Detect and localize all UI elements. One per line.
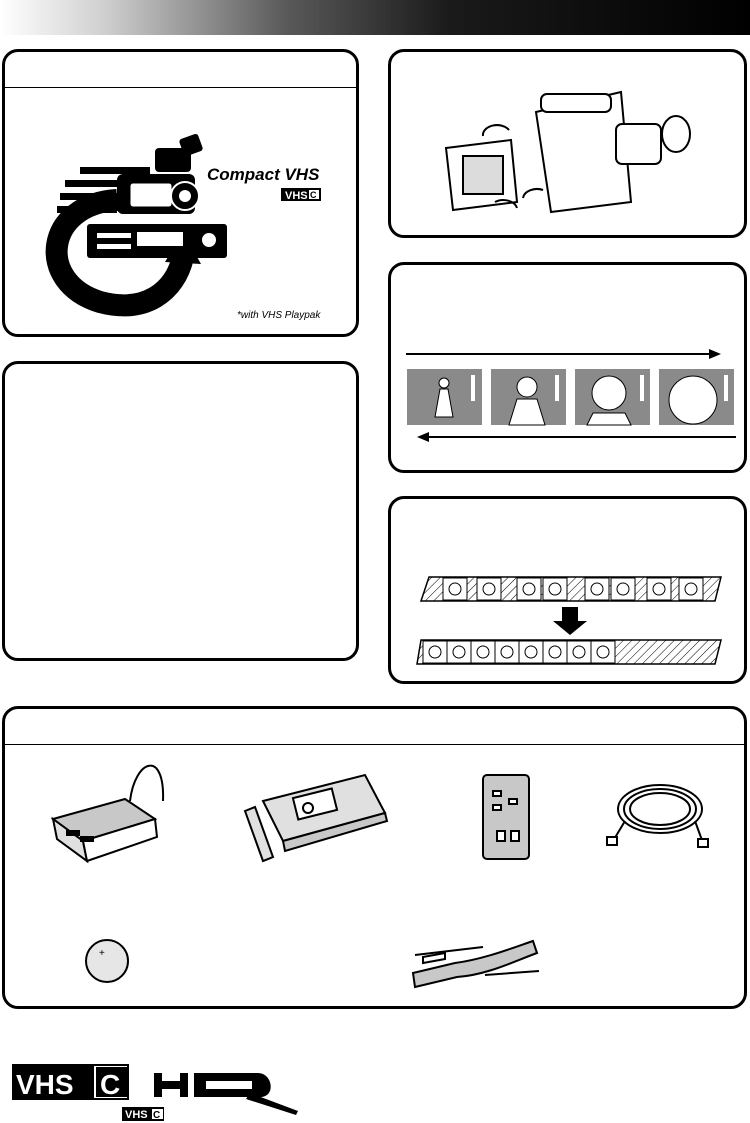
cassette-adapter-illustration [245,775,387,861]
lithium-battery-illustration [86,940,128,982]
svg-text:+: + [99,948,105,959]
accessories-panel [2,706,747,1009]
panel-title-rule [5,87,356,88]
camcorder-lcd-illustration [391,52,744,235]
hq-logo [154,1073,298,1115]
rotate-arrow-side [523,189,543,198]
footer-logos [12,1059,302,1123]
shoulder-strap-illustration [413,941,539,987]
compact-vhs-logo: Compact VHS [207,165,320,184]
ac-adapter-illustration [53,766,163,861]
lcd-screen [463,156,503,194]
svg-text:VHS: VHS [125,1109,148,1121]
viewfinder [616,124,661,164]
vcr-illustration [87,224,227,258]
playpak-footnote: *with VHS Playpak [237,310,321,321]
eyecup [662,116,690,152]
svg-text:C: C [100,1069,121,1100]
accessories-title-rule [5,744,744,745]
vhsc-badge [281,188,321,202]
zoom-frame-2 [491,369,566,425]
text-panel [2,361,359,661]
zoom-frame-3 [575,369,650,425]
header-gradient-bar [0,0,750,35]
lcd-monitor-panel [388,49,747,238]
tape-strip-bottom [417,640,721,664]
camcorder-top [541,94,611,112]
svg-text:VHS: VHS [16,1069,74,1100]
compact-vhs-panel [2,49,359,337]
zoom-out-arrow [417,432,736,442]
svg-text:VHS: VHS [285,190,308,202]
down-arrow [553,607,587,635]
svg-text:C: C [153,1110,161,1121]
vhsc-logo-large [12,1065,128,1100]
tape-panel [388,496,747,684]
vhsc-logo-small [122,1107,164,1121]
battery-pack-illustration [483,775,529,859]
av-cable-illustration [607,785,708,847]
zoom-frame-4 [659,369,734,425]
zoom-frame-1 [407,369,482,425]
zoom-in-arrow [406,349,721,359]
rotate-arrow-top [483,125,509,136]
zoom-panel [388,262,747,473]
accessories-illustration [5,709,744,1006]
compact-vhs-illustration [5,52,356,334]
svg-text:C: C [310,190,317,200]
tape-illustration [391,499,744,681]
zoom-illustration [391,265,744,470]
tape-strip-top [421,577,721,601]
